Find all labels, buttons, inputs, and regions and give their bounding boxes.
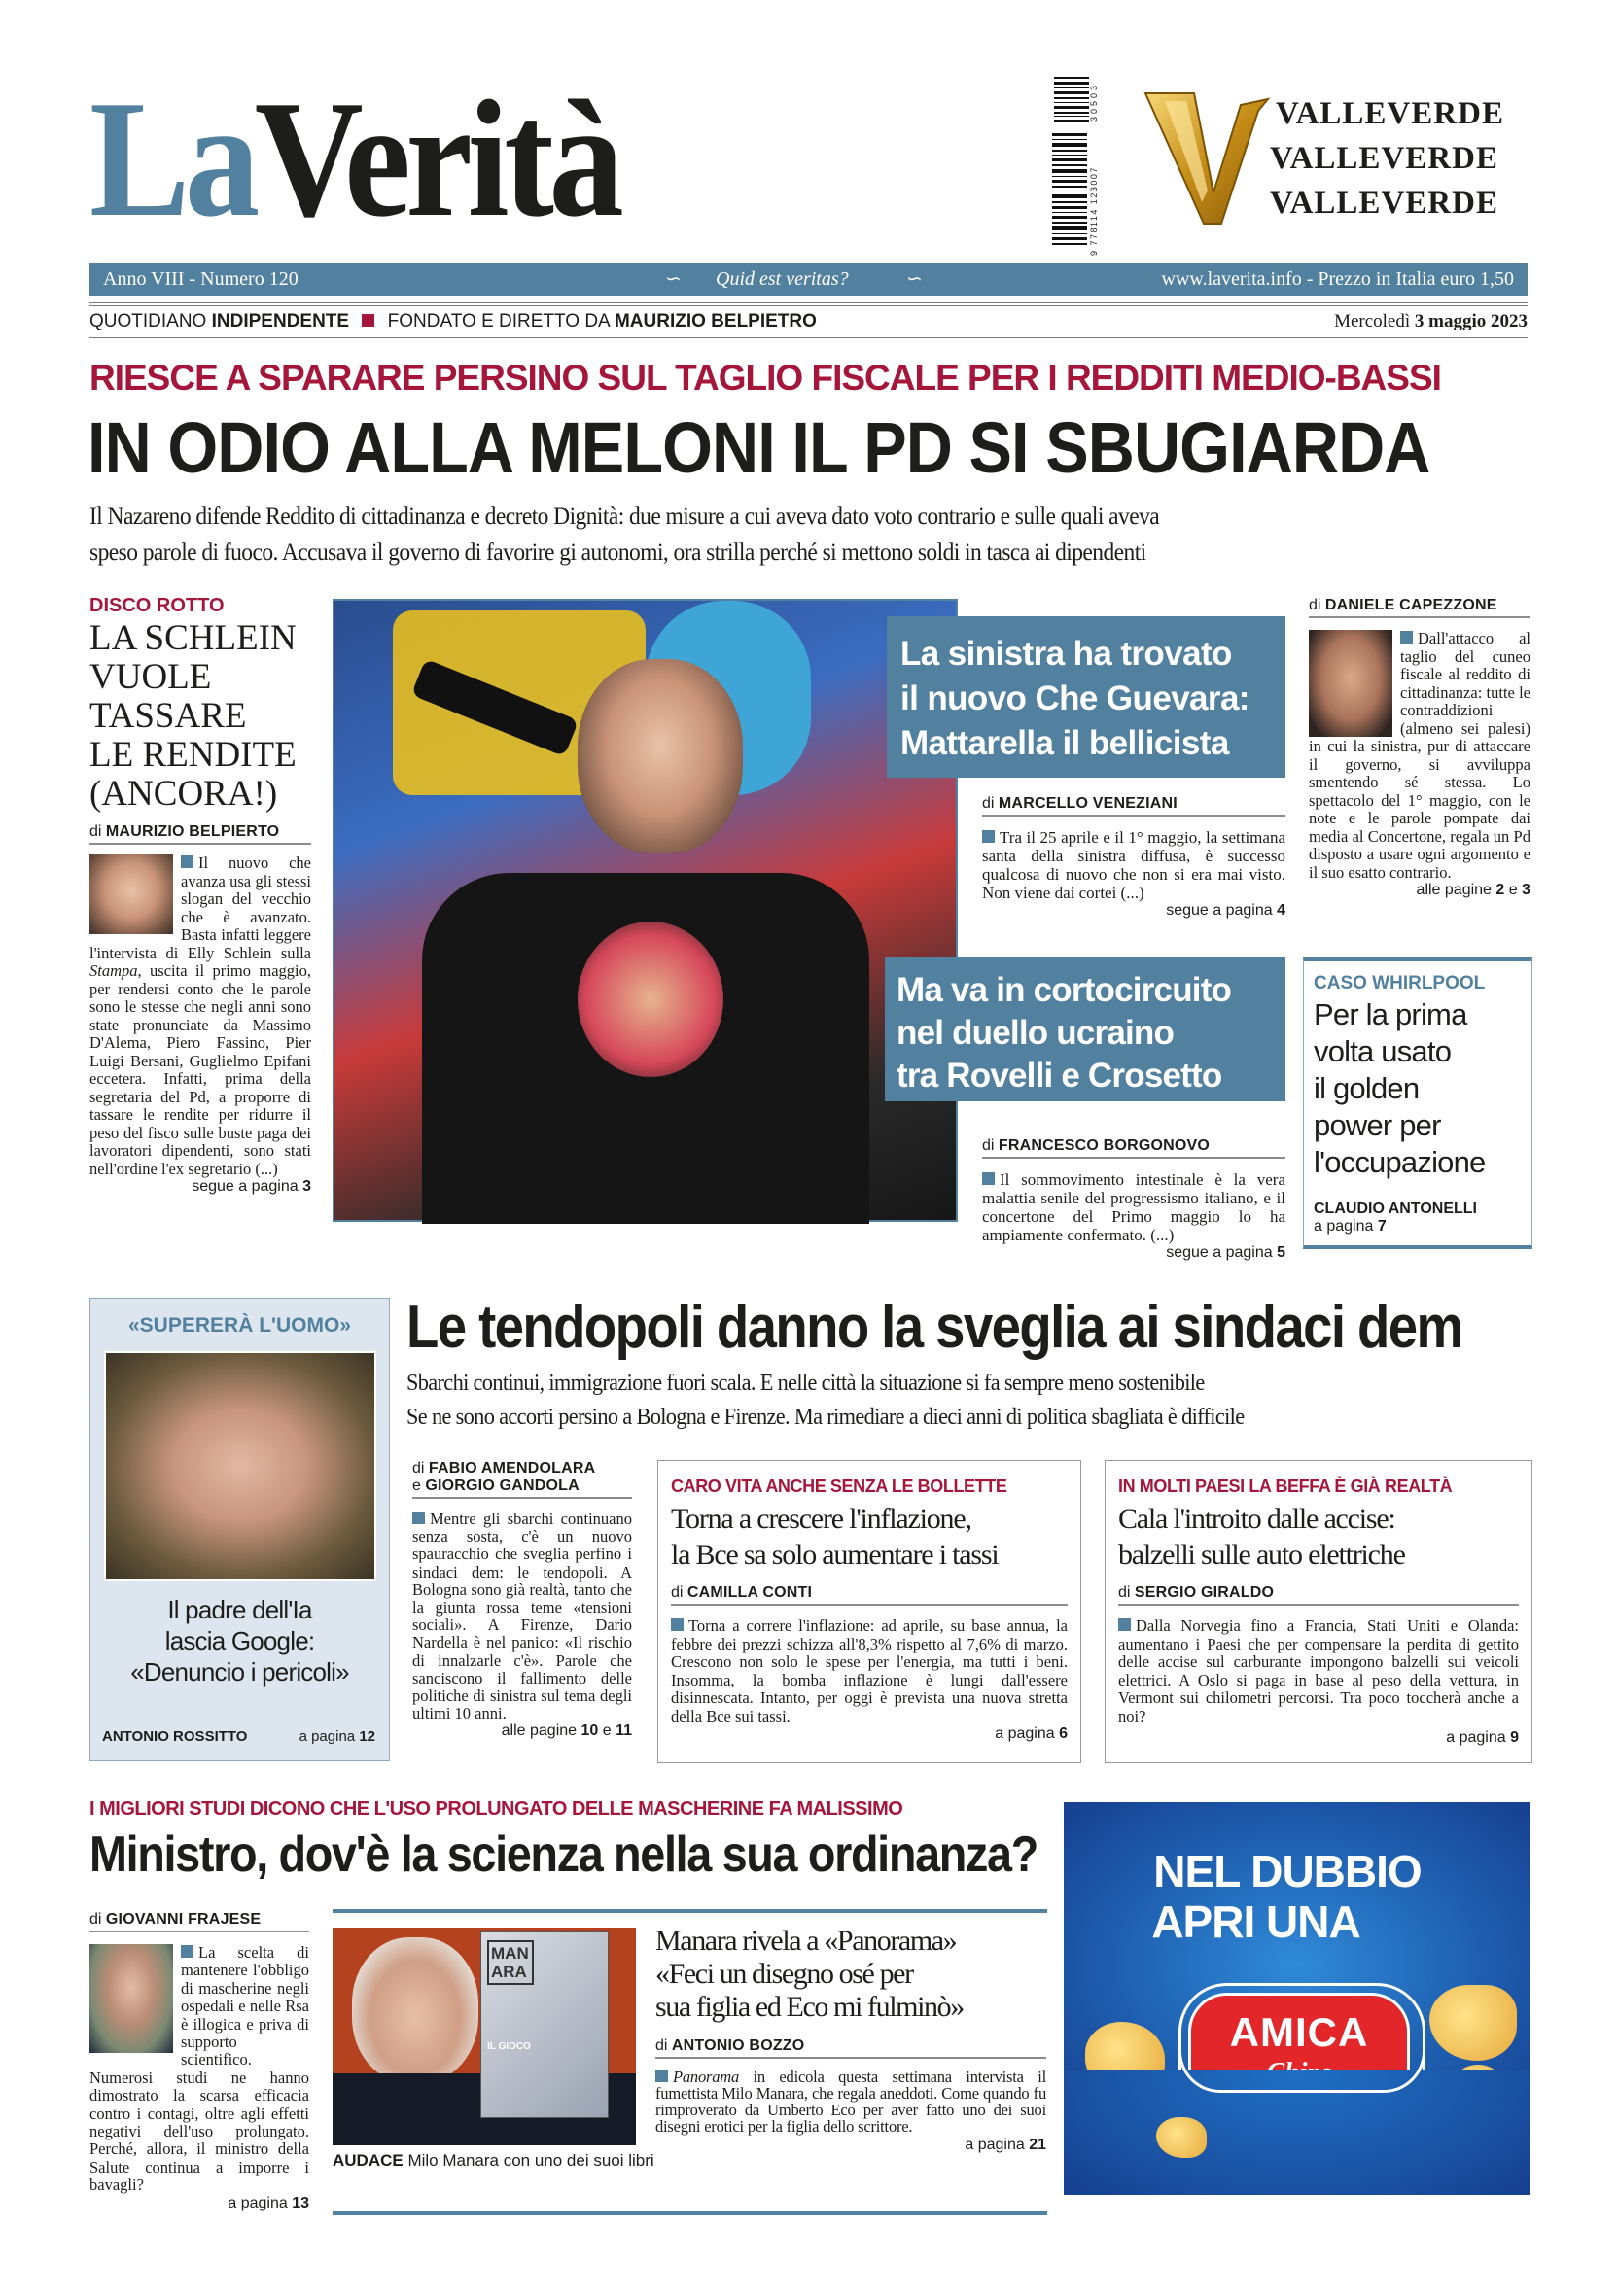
page-number: 21 [1029, 2137, 1046, 2153]
title-line: Torna a crescere l'inflazione, [671, 1503, 971, 1535]
title-line: «Feci un disegno osé per [655, 1958, 913, 1990]
body-italic: Stampa [89, 961, 138, 980]
bullet-square-icon [671, 1618, 684, 1631]
inflazione-author: CAMILLA CONTI [686, 1584, 813, 1601]
manara-face [352, 1937, 478, 2083]
manara-article [655, 1925, 1046, 2154]
manara-byline [655, 2037, 1046, 2059]
barcode-number: 9 778114 123007 [1089, 166, 1099, 256]
singer-head [578, 659, 743, 853]
page-text: a pagina [995, 1725, 1060, 1742]
whirlpool-author: CLAUDIO ANTONELLI [1314, 1200, 1477, 1217]
inflazione-title [671, 1501, 1068, 1573]
accise-kicker: IN MOLTI PAESI LA BEFFA È GIÀ REALTÀ [1118, 1477, 1453, 1496]
byline-di: di [89, 1911, 106, 1928]
bullet-square-icon [982, 830, 995, 843]
capezzone-author: DANIELE CAPEZZONE [1324, 597, 1497, 613]
tendopoli-deck-line-1: Sbarchi continui, immigrazione fuori scala. E nelle città la situazione si fa sempre meno sostenibile [406, 1371, 1205, 1396]
title-line: Cala l'introito dalle accise: [1118, 1503, 1395, 1535]
frajese-photo [89, 1944, 173, 2053]
title-line: Il padre dell'Ia [167, 1595, 312, 1624]
manara-author: ANTONIO BOZZO [671, 2037, 805, 2054]
manara-bottom-rule [333, 2211, 1047, 2215]
masthead-rule-top [89, 302, 1528, 303]
bullet-square-icon [982, 1172, 995, 1185]
swirl-right-icon: ∽ [906, 268, 923, 290]
title-line: la Bce sa solo aumentare i tassi [671, 1539, 999, 1571]
headline-line: il nuovo Che Guevara: [900, 679, 1249, 717]
title-line: Manara rivela a «Panorama» [655, 1925, 957, 1957]
title-line: Per la prima [1314, 997, 1467, 1031]
manara-page-ref[interactable] [655, 2137, 1046, 2154]
barcode [1052, 73, 1101, 258]
body-text: Tra il 25 aprile e il 1° maggio, la settimana santa della sinistra diffusa, è successo qualcosa di nuovo che non si era mai visto. Non viene dai cortei (...) [982, 828, 1285, 902]
newspaper-logo[interactable] [89, 67, 619, 252]
page-number: 11 [616, 1722, 632, 1740]
byline-di: di [655, 2037, 672, 2054]
barcode-top-digits: 30503 [1089, 82, 1099, 122]
accise-byline [1118, 1584, 1519, 1606]
byline-di: di [1309, 597, 1325, 613]
title-line: il golden [1314, 1071, 1420, 1105]
hinton-title [90, 1594, 389, 1687]
masthead-subline [89, 311, 1528, 332]
borgonovo-article [982, 1137, 1285, 1262]
shirt-print [578, 922, 723, 1077]
amica-logo-base [1178, 2051, 1425, 2093]
whirlpool-page-ref[interactable] [1314, 1218, 1522, 1235]
page-number: 9 [1510, 1729, 1519, 1746]
capezzone-byline [1309, 597, 1530, 618]
body-text: Il nuovo che avanza usa gli stessi slogan del vecchio che è avanzato. Basta infatti leggere l'intervista di Elly Schlein sulla [89, 853, 311, 962]
title-line: sua figlia ed Eco mi fulminò» [655, 1991, 964, 2023]
borgonovo-byline [982, 1137, 1285, 1159]
manara-title[interactable] [655, 1925, 1046, 2024]
bullet-square-icon [412, 1512, 425, 1524]
tendopoli-deck-line-2: Se ne sono accorti persino a Bologna e Firenze. Ma rimediare a dieci anni di politica sbagliata è difficile [406, 1405, 1245, 1430]
veneziani-page-ref[interactable] [982, 902, 1285, 920]
page-number: 4 [1277, 902, 1285, 919]
issue-date [1334, 311, 1528, 332]
caption-bold: AUDACE [333, 2151, 404, 2170]
book-cover-subtitle: IL GIOCO [487, 2041, 531, 2052]
logo-la: La [89, 67, 255, 252]
editorial-title-line: LE RENDITE [89, 735, 297, 775]
accise-author: SERGIO GIRALDO [1134, 1584, 1275, 1601]
masthead-rule-bottom [89, 337, 1528, 338]
page-number: 6 [1059, 1725, 1068, 1742]
valleverde-line-2: VALLEVERDE [1270, 141, 1498, 176]
manara-book [480, 1931, 609, 2118]
title-line: l'occupazione [1314, 1145, 1486, 1179]
borgonovo-headline-box[interactable] [885, 957, 1285, 1101]
ad-line-2: APRI UNA [1151, 1896, 1360, 1947]
title-line: balzelli sulle auto elettriche [1118, 1539, 1405, 1571]
tendopoli-byline [412, 1460, 632, 1499]
whirlpool-box[interactable] [1303, 957, 1532, 1249]
body-text: , uscita il primo maggio, per rendersi conto che le parole sono le stesse che negli anni sono state pronunciate da Massimo D'Alema, Piero Fassino, Pier Luigi Bersani, Guglielmo Epifani eccetera. Infatti, prima della segretaria del Pd, a proporre di tassare le rendite per ridurre il peso del fisco sulle buste paga dei lavoratori dipendenti, sono stati nell'ordine l'ex segretario (...) [89, 961, 311, 1178]
hinton-photo [104, 1351, 376, 1581]
swirl-left-icon: ∽ [665, 268, 682, 290]
body-italic: Panorama [673, 2068, 740, 2086]
hinton-kicker: «SUPERERÀ L'UOMO» [127, 1314, 352, 1337]
byline-di: di [89, 823, 106, 840]
headline-line: nel duello ucraino [897, 1014, 1175, 1052]
headline-line: Mattarella il bellicista [900, 724, 1229, 762]
page-and: e [1504, 882, 1523, 898]
body-text: Il sommovimento intestinale è la vera malattia senile del progressismo italiano, e il concertone del Primo maggio lo ha ampiamente confermato. (...) [982, 1170, 1285, 1244]
tendopoli-body [412, 1511, 632, 1722]
whirlpool-title [1314, 996, 1522, 1181]
inflazione-byline [671, 1584, 1068, 1606]
capezzone-page-ref[interactable] [1309, 882, 1530, 899]
tagline-indipendente: INDIPENDENTE [211, 311, 350, 331]
mascherine-headline[interactable]: Ministro, dov'è la scienza nella sua ordinanza? [89, 1826, 1038, 1883]
chip-icon [1429, 1985, 1517, 2061]
date: 3 maggio 2023 [1414, 311, 1528, 331]
accise-box[interactable] [1105, 1460, 1532, 1763]
byline-di: di [412, 1460, 429, 1477]
borgonovo-body [982, 1170, 1285, 1244]
byline-di: di [671, 1584, 687, 1601]
mascherine-byline [89, 1911, 309, 1932]
mascherine-author: GIOVANNI FRAJESE [105, 1911, 262, 1928]
byline-di: di [982, 1137, 999, 1154]
page-text: a pagina [1446, 1729, 1511, 1746]
veneziani-body [982, 828, 1285, 902]
body-text: Mentre gli sbarchi continuano senza sosta, c'è un nuovo spauracchio che sveglia perfino i sindaci dem: le tendopoli. A Bologna sono già realtà, tanto che la giunta rossa teme «tensioni sociali». A Firenze, Dario Nardella è nel panico: «Il rischio di innalzarle c'è». Parole che sanciscono il fallimento delle politiche di sinistra sul tema degli ultimi 10 anni. [412, 1510, 632, 1723]
amica-brand: AMICA [1229, 2009, 1369, 2055]
tendopoli-page-ref[interactable] [412, 1722, 632, 1740]
tendopoli-author-2: GIORGIO GANDOLA [425, 1478, 580, 1494]
hinton-footer [102, 1728, 375, 1745]
page-text: a pagina [228, 2194, 293, 2211]
caption-text: Milo Manara con uno dei suoi libri [403, 2151, 654, 2170]
mascherine-kicker: I MIGLIORI STUDI DICONO CHE L'USO PROLUNGATO DELLE MASCHERINE FA MALISSIMO [89, 1798, 903, 1820]
title-line: volta usato [1314, 1034, 1452, 1068]
page-and: e [598, 1722, 616, 1740]
lead-deck-line-2: speso parole di fuoco. Accusava il governo di favorire gi autonomi, ora strilla perché si mettono soldi in tasca ai dipendenti [89, 539, 1146, 566]
page-number: 3 [1522, 882, 1530, 898]
hinton-author: ANTONIO ROSSITTO [102, 1728, 248, 1745]
lead-deck-line-1: Il Nazareno difende Reddito di cittadinanza e decreto Dignità: due misure a cui aveva dato voto contrario e sulle quali aveva [89, 504, 1160, 530]
bullet-square-icon [655, 2070, 668, 2082]
body-text: Torna a correre l'inflazione: ad aprile, su base annua, la febbre dei prezzi schizza all'8,3% rispetto al 7,6% di marzo. Crescono non solo le spese per l'energia, ma tutti i beni. Insomma, la bomba inflazione è lungi dall'essere disinnescata. Intanto, per oggi è prevista una nuova stretta della Bce sui tassi. [671, 1617, 1068, 1725]
tagline-director: MAURIZIO BELPIETRO [614, 311, 817, 331]
mascherine-article [89, 1911, 309, 2212]
motto: Quid est veritas? [716, 268, 849, 290]
red-square-icon [362, 314, 374, 327]
borgonovo-page-ref[interactable] [982, 1244, 1285, 1262]
mascherine-page-ref[interactable] [89, 2195, 309, 2212]
editorial-title-line: LA SCHLEIN [89, 618, 297, 658]
body-text: in edicola questa settimana intervista il fumettista Milo Manara, che regala aneddoti. Come quando fu rimproverato da Umberto Eco per aver fatto uno dei suoi disegni erotici per la figlia dello scrittore. [655, 2068, 1046, 2136]
chip-icon [1156, 2117, 1207, 2158]
capezzone-article [1309, 597, 1530, 899]
inflazione-page-ref[interactable] [671, 1725, 1068, 1743]
byline-di: di [982, 795, 999, 812]
inflazione-kicker: CARO VITA ANCHE SENZA LE BOLLETTE [671, 1477, 1007, 1496]
page-number: 7 [1377, 1218, 1387, 1235]
manara-caption [333, 2151, 654, 2171]
hinton-page-ref[interactable] [299, 1728, 375, 1745]
lead-headline[interactable]: IN ODIO ALLA MELONI IL PD SI SBUGIARDA [88, 407, 1430, 488]
editorial-title[interactable] [89, 619, 311, 814]
page-text: segue a pagina [192, 1178, 303, 1195]
page-text: segue a pagina [1166, 1244, 1278, 1261]
site-and-price[interactable]: www.laverita.info - Prezzo in Italia euro 1,50 [1161, 268, 1514, 290]
page-number: 5 [1277, 1244, 1285, 1261]
page-text: a pagina [299, 1728, 360, 1745]
editorial-kicker: DISCO ROTTO [89, 595, 225, 616]
page-number: 10 [580, 1722, 599, 1740]
headline-line: Ma va in cortocircuito [897, 971, 1232, 1009]
inflazione-box[interactable] [657, 1460, 1081, 1763]
body-text: Dall'attacco al taglio del cuneo fiscale al reddito di cittadinanza: tutte le contraddizioni (almeno sei palesi) in cui la sinistra, pur di attaccare il governo, si avviluppa smentendo sé stessa. Lo spettacolo del 1° maggio, con le note e le parole pompate dai media al Concertone, regala un Pd disposto a usare ogni argomento e il suo esatto contrario. [1309, 629, 1530, 882]
veneziani-article [982, 795, 1285, 920]
headline-line: tra Rovelli e Crosetto [897, 1057, 1222, 1095]
page-text: alle pagine [1416, 882, 1496, 898]
accise-page-ref[interactable] [1118, 1729, 1519, 1747]
valleverde-line-1: VALLEVERDE [1276, 96, 1504, 131]
editorial-title-line: TASSARE [89, 696, 247, 736]
lead-kicker: RIESCE A SPARARE PERSINO SUL TAGLIO FISCALE PER I REDDITI MEDIO-BASSI [89, 358, 1441, 398]
editorial-title-line: VUOLE [89, 657, 212, 697]
masthead-info-bar [89, 263, 1528, 296]
masthead-rule-top-2 [89, 305, 1528, 306]
borgonovo-author: FRANCESCO BORGONOVO [998, 1137, 1211, 1154]
manara-top-rule [333, 1909, 1047, 1913]
headline-line: La sinistra ha trovato [900, 635, 1232, 673]
valleverde-v-logo-icon [1143, 86, 1270, 231]
veneziani-author: MARCELLO VENEZIANI [998, 795, 1178, 812]
page-text: alle pagine [501, 1722, 581, 1740]
lead-photo-piero-pelu [333, 599, 958, 1222]
veneziani-headline-box[interactable] [887, 616, 1285, 778]
page-number: 3 [302, 1178, 311, 1195]
belpietro-photo [89, 854, 173, 934]
amica-chips-ad[interactable] [1064, 1802, 1530, 2070]
logo-verita: Verità [254, 67, 619, 252]
amica-chips-ad-lower [1064, 2070, 1530, 2195]
manara-photo [333, 1928, 636, 2145]
bullet-square-icon [1118, 1618, 1131, 1631]
hinton-box[interactable] [89, 1298, 390, 1761]
page-text: a pagina [965, 2137, 1030, 2153]
editorial-column [89, 595, 311, 1196]
veneziani-byline [982, 795, 1285, 817]
bullet-square-icon [181, 855, 193, 868]
page-text: a pagina [1314, 1218, 1378, 1235]
book-cover-title: MANARA [487, 1940, 534, 1985]
editorial-page-ref[interactable] [89, 1178, 311, 1196]
bullet-square-icon [181, 1945, 193, 1958]
tagline-quotidiano: QUOTIDIANO [89, 311, 212, 331]
editorial-byline [89, 823, 311, 845]
tendopoli-author-1: FABIO AMENDOLARA [428, 1460, 596, 1477]
capezzone-photo [1309, 630, 1392, 737]
editorial-title-line: (ANCORA!) [89, 774, 278, 814]
valleverde-ad[interactable] [1143, 86, 1532, 231]
accise-title [1118, 1501, 1519, 1573]
issue-number: Anno VIII - Numero 120 [103, 268, 299, 290]
tagline-fondato: FONDATO E DIRETTO DA [387, 311, 615, 331]
page-number: 13 [292, 2194, 309, 2211]
tendopoli-headline[interactable]: Le tendopoli danno la sveglia ai sindaci dem [406, 1294, 1462, 1361]
whirlpool-kicker: CASO WHIRLPOOL [1314, 973, 1486, 993]
ad-line-1: NEL DUBBIO [1153, 1846, 1422, 1896]
bullet-square-icon [1400, 631, 1413, 644]
body-text: Dalla Norvegia fino a Francia, Stati Uniti e Olanda: aumentano i Paesi che per compensare la perdita di gettito delle accise sul carburante impongono balzelli sui veicoli elettrici. A Oslo si paga in base al peso della vettura, in Vermont sui chilometri percorsi. Tra poco toccherà anche a noi? [1118, 1617, 1519, 1725]
manara-body-text [655, 2069, 1046, 2135]
title-line: lascia Google: [164, 1626, 315, 1655]
valleverde-line-3: VALLEVERDE [1270, 186, 1498, 221]
title-line: «Denuncio i pericoli» [130, 1657, 349, 1687]
page-number: 2 [1495, 882, 1505, 898]
title-line: power per [1314, 1108, 1441, 1142]
byline-di: di [1118, 1584, 1135, 1601]
body-text: La scelta di mantenere l'obbligo di mascherine negli ospedali e nelle Rsa è illogica e priva di supporto scientifico. Numerosi studi ne hanno dimostrato la scarsa efficacia contro i contagi, oltre agli effetti negativi dell'uso prolungato. Perché, allora, il ministro della Salute continua a imporre i bavagli? [89, 1943, 309, 2195]
page-text: segue a pagina [1166, 902, 1278, 919]
tendopoli-article [412, 1460, 632, 1740]
editorial-author: MAURIZIO BELPIERTO [105, 823, 280, 840]
weekday: Mercoledì [1334, 311, 1415, 331]
accise-body [1118, 1618, 1519, 1725]
inflazione-body [671, 1618, 1068, 1725]
byline-and: e [412, 1478, 426, 1494]
page-number: 12 [359, 1728, 375, 1745]
